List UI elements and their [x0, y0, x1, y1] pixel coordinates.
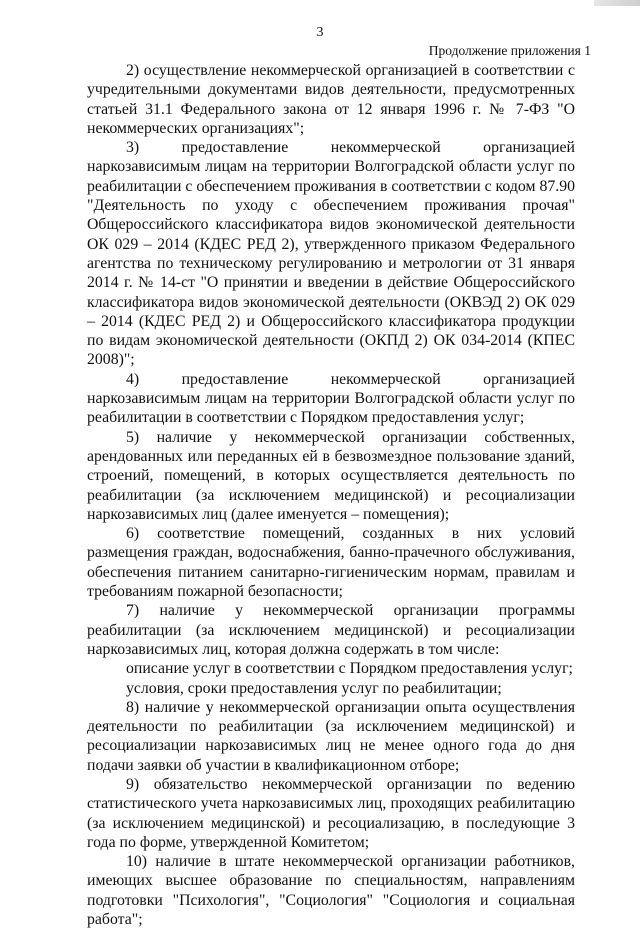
paragraph-item-9: 9) обязательство некоммерческой организации по ведению статистического учета наркозависимых лиц, проходящих реабилитацию (за исключением медицинской) и ресоциализацию, в последующие 3 года по форме, утвержденной Комитетом;: [87, 775, 575, 851]
page-number: 3: [316, 25, 324, 40]
paragraph-item-4: 4) предоставление некоммерческой организацией наркозависимым лицам на территории Волгоградской области услуг по реабилитации в соответствии с Порядком предоставления услуг;: [87, 370, 575, 427]
paragraph-item-10: 10) наличие в штате некоммерческой организации работников, имеющих высшее образование по специальностям, направлениям подготовки "Психология", "Социология" "Социология и социальная работа";: [87, 853, 575, 929]
paragraph-item-6: 6) соответствие помещений, созданных в них условий размещения граждан, водоснабжения, банно-прачечного обслуживания, обеспечения питанием санитарно-гигиеническим нормам, правилам и требованиям пожарной безопасности;: [87, 525, 575, 601]
document-body: [87, 61, 575, 929]
paragraph-item-7-sub-2: условия, сроки предоставления услуг по реабилитации;: [126, 679, 502, 697]
paragraph-item-5: 5) наличие у некоммерческой организации собственных, арендованных или переданных ей в безвозмездное пользование зданий, строений, помещений, в которых осуществляется деятельность по реабилитации (за исключением медицинской) и ресоциализации наркозависимых лиц (далее именуется – помещения);: [87, 428, 575, 523]
continuation-label: Продолжение приложения 1: [428, 43, 591, 58]
paragraph-item-8: 8) наличие у некоммерческой организации опыта осуществления деятельности по реабилитации (за исключением медицинской) и ресоциализации наркозависимых лиц не менее одного года до дня подачи заявки об участии в квалификационном отборе;: [87, 698, 575, 774]
paragraph-item-7-sub-1: описание услуг в соответствии с Порядком предоставления услуг;: [126, 660, 573, 678]
paragraph-item-7: 7) наличие у некоммерческой организации программы реабилитации (за исключением медицинской) и ресоциализации наркозависимых лиц, которая должна содержать в том числе:: [87, 602, 575, 658]
paragraph-item-2: 2) осуществление некоммерческой организацией в соответствии с учредительными документами видов деятельности, предусмотренных статьей 31.1 Федерального закона от 12 января 1996 г. № 7-ФЗ "О некоммерческих организациях";: [87, 62, 575, 137]
scan-corner-mark: [594, 0, 640, 6]
paragraph-item-3: 3) предоставление некоммерческой организацией наркозависимым лицам на территории Волгоградской области услуг по реабилитации с обеспечением проживания в соответствии с кодом 87.90 "Деятельность по уходу с обеспечением проживания прочая" Общероссийского классификатора видов экономической деятельности ОК 029 – 2014 (КДЕС РЕД 2), утвержденного приказом Федерального агентства по техническому регулированию и метрологии от 31 января 2014 г. № 14-ст "О принятии и введении в действие Общероссийского классификатора видов экономической деятельности (ОКВЭД 2) ОК 029 – 2014 (КДЕС РЕД 2) и Общероссийского классификатора продукции по видам экономической деятельности (ОКПД 2) ОК 034-2014 (КПЕС 2008)";: [87, 139, 575, 369]
